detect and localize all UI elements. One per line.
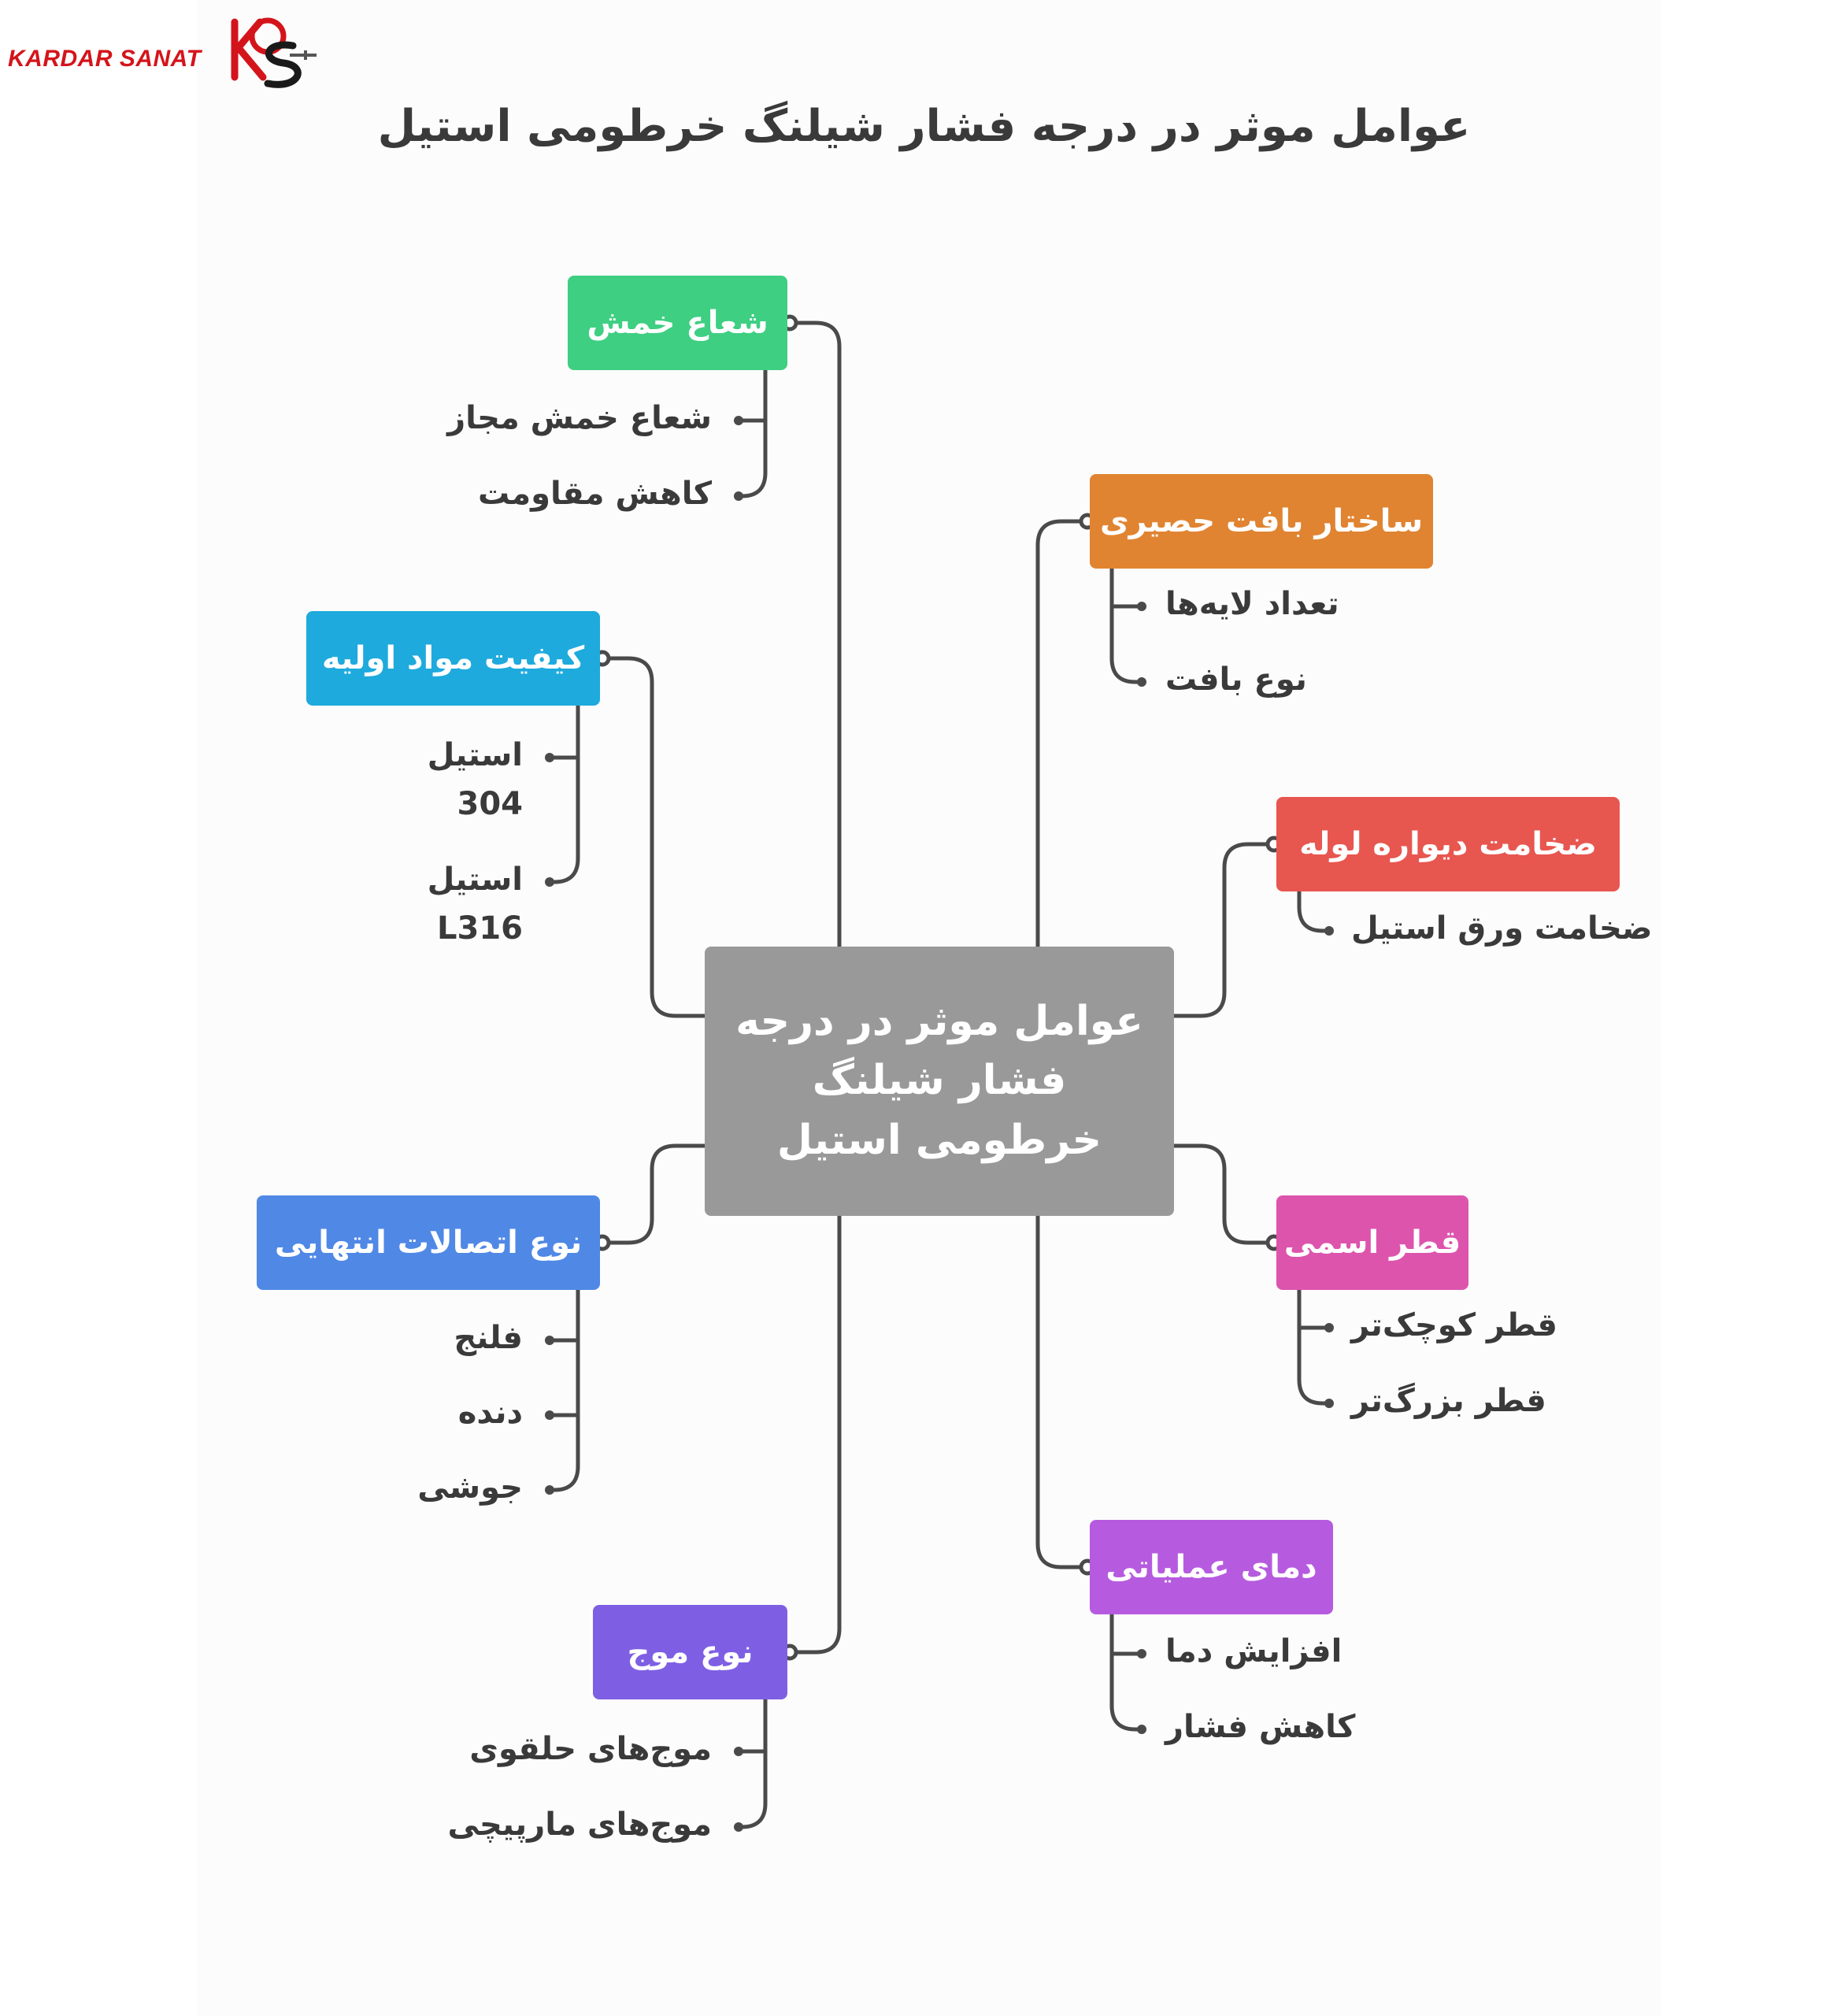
node-end-fittings: نوع اتصالات انتهایی [257,1195,600,1290]
leaf-line-diameter [1299,1290,1328,1403]
link-bending-radius [790,323,839,947]
brand-name: KARDAR SANAT [8,46,202,72]
link-wave-type [790,1216,839,1652]
node-wall-thickness: ضخامت دیواره لوله [1276,797,1620,891]
leaf-weave-type: نوع بافت [1165,662,1307,698]
page-title: عوامل موثر در درجه فشار شیلنگ خرطومی استیل [377,101,1471,152]
link-end-fittings [602,1146,705,1243]
leaf-steel-316-grade: L316 [437,910,523,947]
leaf-helical-waves: موج‌های مارپیچی [447,1807,712,1843]
leaf-flange: فلنج [454,1320,523,1356]
node-nominal-diameter: قطر اسمی [1276,1195,1468,1290]
leaf-thread: دنده [457,1395,523,1431]
leaf-allowed-bending-radius: شعاع خمش مجاز [447,400,712,436]
leaf-line-material [551,706,578,882]
node-wave-type: نوع موج [593,1605,787,1699]
node-material-quality: کیفیت مواد اولیه [306,611,600,706]
leaf-line-weave [1112,569,1140,682]
central-topic: عوامل موثر در درجه فشار شیلنگ خرطومی استیل [705,947,1174,1216]
leaf-sheet-thickness: ضخامت ورق استیل [1351,910,1653,947]
leaf-steel-304-grade: 304 [457,786,523,822]
leaf-temp-increase: افزایش دما [1165,1633,1342,1670]
leaf-smaller-diameter: قطر کوچک‌تر [1351,1307,1557,1343]
link-wall-thickness [1174,844,1274,1016]
leaf-layer-count: تعداد لایه‌ها [1165,586,1339,622]
node-operating-temp: دمای عملیاتی [1090,1520,1333,1614]
leaf-annular-waves: موج‌های حلقوی [469,1731,712,1767]
leaf-line-temperature [1112,1614,1140,1729]
leaf-line-bending [740,370,765,496]
link-operating-temp [1038,1216,1087,1567]
link-weave-structure [1038,521,1087,947]
leaf-larger-diameter: قطر بزرگ‌تر [1351,1383,1546,1419]
leaf-line-wave [740,1699,765,1827]
leaf-welded: جوشی [417,1469,523,1506]
leaf-reduced-resistance: کاهش مقاومت [477,476,712,512]
link-material-quality [602,658,705,1016]
leaf-line-fittings [551,1290,578,1490]
leaf-steel-316-label: استیل [427,862,523,898]
leaf-steel-304-label: استیل [427,737,523,773]
node-weave-structure: ساختار بافت حصیری [1090,474,1433,569]
link-nominal-diameter [1174,1146,1274,1243]
leaf-pressure-decrease: کاهش فشار [1165,1709,1356,1745]
node-bending-radius: شعاع خمش [568,276,787,370]
leaf-line-wall [1299,891,1328,931]
